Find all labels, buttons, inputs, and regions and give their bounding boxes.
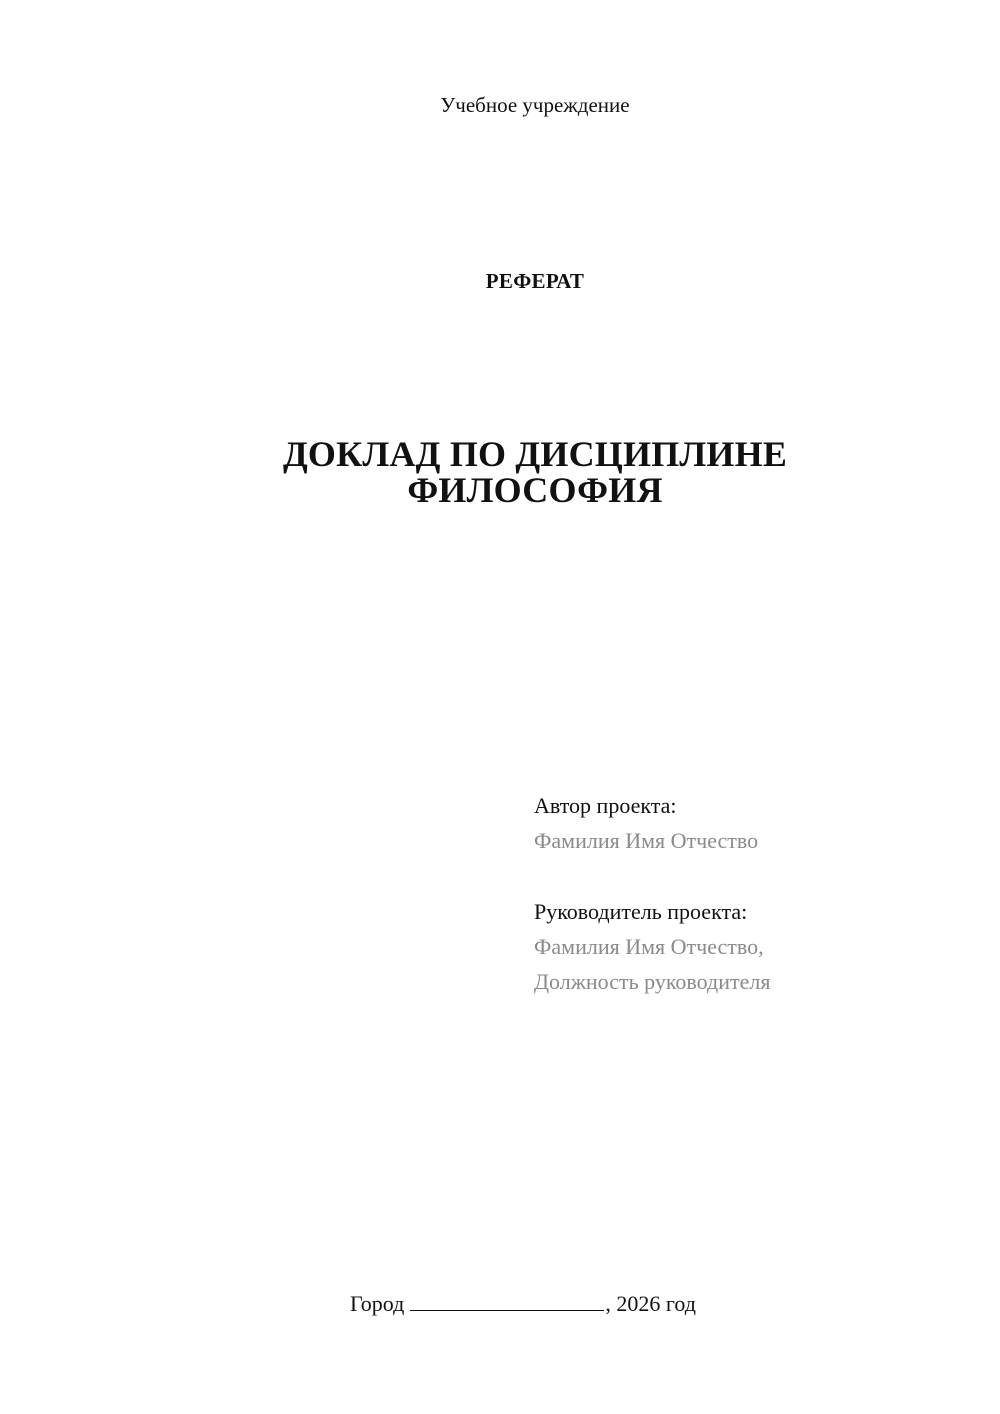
institution-name: Учебное учреждение [440,93,630,117]
supervisor-position-placeholder: Должность руководителя [534,969,771,994]
city-blank-underline [410,1292,604,1311]
city-label: Город [350,1291,405,1316]
document-title [0,436,1000,508]
info-spacer [534,858,954,894]
author-name-placeholder: Фамилия Имя Отчество [534,828,759,853]
author-label: Автор проекта: [534,793,677,818]
year-text: , 2026 год [605,1291,696,1316]
document-title-line-2: ФИЛОСОФИЯ [407,470,663,510]
supervisor-label: Руководитель проекта: [534,899,748,924]
project-info-block [534,788,954,999]
supervisor-name-placeholder: Фамилия Имя Отчество, [534,934,764,959]
document-type: РЕФЕРАТ [485,269,585,293]
city-year-line [350,1290,696,1318]
document-title-line-1: ДОКЛАД ПО ДИСЦИПЛИНЕ [282,434,788,474]
